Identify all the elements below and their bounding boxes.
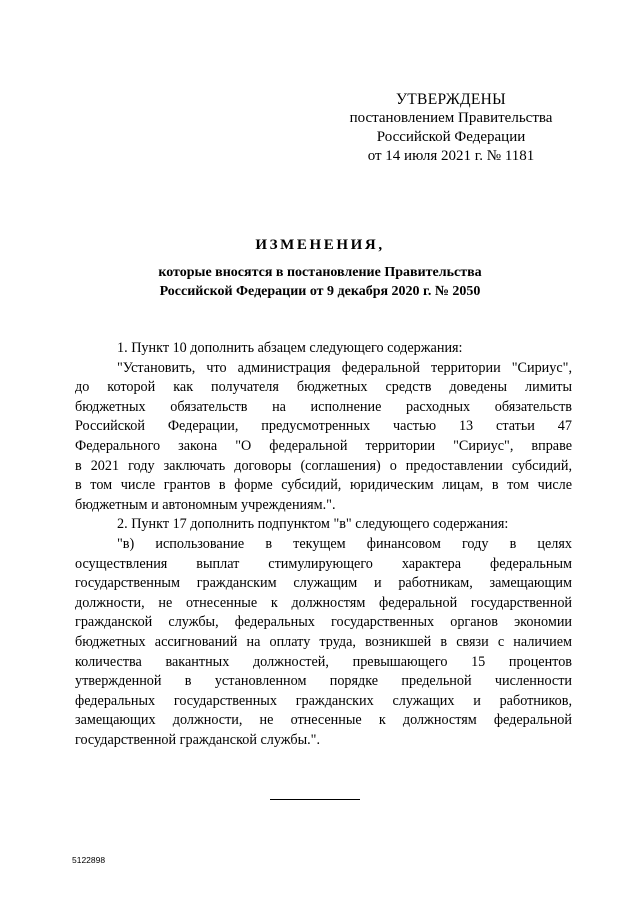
paragraph-line: в 2021 году заключать договоры (соглашения) о предоставлении субсидий, (75, 457, 572, 474)
paragraph-line: осуществления выплат стимулирующего характера федеральным (75, 555, 572, 572)
document-subtitle (0, 263, 640, 301)
document-code: 5122898 (72, 855, 106, 865)
approval-block (336, 90, 566, 166)
paragraph-line: 2. Пункт 17 дополнить подпунктом "в" следующего содержания: (117, 516, 509, 533)
paragraph-line: государственным гражданским служащим и работникам, замещающим (75, 575, 572, 592)
approval-date: от 14 июля 2021 г. № 1181 (367, 148, 535, 164)
document-title: ИЗМЕНЕНИЯ, (255, 237, 385, 253)
paragraph-line: "Установить, что администрация федеральной территории "Сириус", (117, 359, 572, 376)
paragraph-line: государственной гражданской службы.". (75, 731, 321, 748)
paragraph-line: в том числе грантов в форме субсидий, юридическим лицам, в том числе (75, 477, 572, 494)
paragraph-line: "в) использование в текущем финансовом году в целях (117, 535, 572, 552)
document-body (75, 339, 572, 750)
subtitle-line: которые вносятся в постановление Правительства (158, 265, 482, 280)
paragraph-line: федеральных государственных гражданских служащих и работников, (75, 692, 572, 709)
paragraph-line: до которой как получателя бюджетных средств доведены лимиты (75, 379, 572, 396)
paragraph-line: бюджетным и автономным учреждениям.". (75, 496, 336, 513)
paragraph-line: бюджетных обязательств на исполнение расходных обязательств (75, 398, 572, 415)
approval-line: постановлением Правительства (349, 110, 553, 126)
paragraph-line: должности, не отнесенные к должностям федеральной государственной (75, 594, 572, 611)
approval-line: Российской Федерации (376, 129, 526, 145)
paragraph-line: гражданской службы, федеральных государственных органов экономии (75, 614, 572, 631)
approval-heading: УТВЕРЖДЕНЫ (396, 91, 506, 108)
paragraph-line: утвержденной в установленном порядке предельной численности (75, 673, 572, 690)
paragraph-line: замещающих должности, не отнесенные к должностям федеральной (75, 712, 572, 729)
paragraph-line: бюджетных ассигнований на оплату труда, возникшей в связи с наличием (75, 633, 572, 650)
paragraph-line: количества вакантных должностей, превышающего 15 процентов (75, 653, 572, 670)
paragraph-line: 1. Пункт 10 дополнить абзацем следующего содержания: (117, 340, 463, 356)
subtitle-line: Российской Федерации от 9 декабря 2020 г. № 2050 (159, 284, 481, 299)
paragraph-line: Федерального закона "О федеральной территории "Сириус", вправе (75, 437, 572, 454)
end-separator (270, 799, 360, 800)
paragraph-line: Российской Федерации, предусмотренных частью 13 статьи 47 (75, 418, 572, 435)
